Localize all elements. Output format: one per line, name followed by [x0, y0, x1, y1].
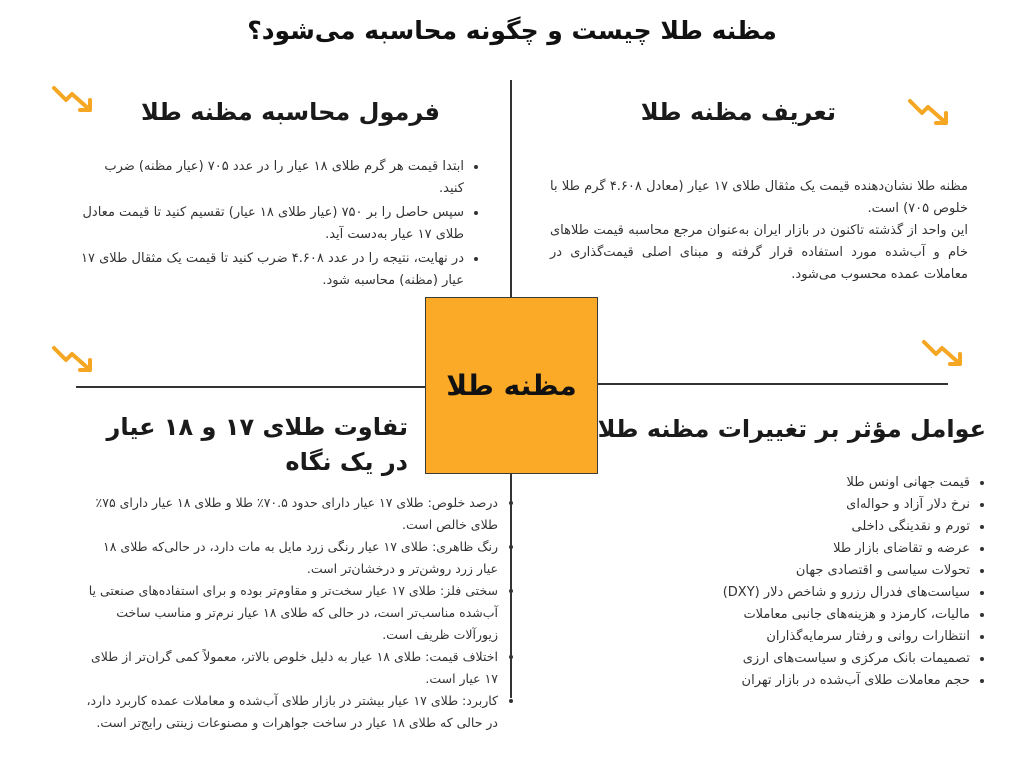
- list-item: • تورم و نقدینگی داخلی: [660, 516, 970, 538]
- page-title: مظنه طلا چیست و چگونه محاسبه می‌شود؟: [247, 16, 777, 45]
- center-box: [425, 297, 598, 474]
- list-item: • نرخ دلار آزاد و حواله‌ای: [660, 494, 970, 516]
- list-item: • عرضه و تقاضای بازار طلا: [660, 538, 970, 560]
- list-item: • تحولات سیاسی و اقتصادی جهان: [660, 560, 970, 582]
- list-item: • قیمت جهانی اونس طلا: [660, 472, 970, 494]
- list-item: • مالیات، کارمزد و هزینه‌های جانبی معاملات: [660, 604, 970, 626]
- definition-text: [550, 176, 968, 286]
- definition-paragraph: این واحد از گذشته تاکنون در بازار ایران به‌عنوان مرجع محاسبه قیمت طلاهای خام و آب‌شده مورد استفاده قرار گرفته و مبنای اصلی قیمت‌گذاری در معاملات عمده محسوب می‌شود.: [550, 223, 968, 282]
- horizontal-divider-left: [76, 386, 428, 388]
- horizontal-divider-right: [598, 383, 948, 385]
- definition-paragraph: مظنه طلا نشان‌دهنده قیمت یک مثقال طلای ۱۷ عیار (معادل ۴.۶۰۸ گرم طلا با خلوص ۷۰۵) است.: [550, 179, 969, 216]
- factors-list: [660, 472, 986, 692]
- trend-down-arrow-icon: [50, 82, 102, 116]
- list-item: • درصد خلوص: طلای ۱۷ عیار دارای حدود ۷۰.۵٪ طلا و طلای ۱۸ عیار دارای ۷۵٪ طلای خالص است.: [82, 492, 498, 536]
- list-item: • اختلاف قیمت: طلای ۱۸ عیار به دلیل خلوص بالاتر، معمولاً کمی گران‌تر از طلای ۱۷ عیار است.: [82, 646, 498, 690]
- formula-list: [78, 156, 480, 294]
- difference-list: [82, 492, 514, 734]
- list-item: • ابتدا قیمت هر گرم طلای ۱۸ عیار را در عدد ۷۰۵ (عیار مظنه) ضرب کنید.: [78, 156, 464, 200]
- center-label: مظنه طلا: [446, 369, 577, 402]
- definition-heading: تعریف مظنه طلا: [640, 98, 836, 126]
- list-item: • رنگ ظاهری: طلای ۱۷ عیار رنگی زرد مایل به مات دارد، در حالی‌که طلای ۱۸ عیار زرد روشن‌تر و درخشان‌تر است.: [82, 536, 498, 580]
- difference-heading: تفاوت طلای ۱۷ و ۱۸ عیار در یک نگاه: [106, 413, 408, 476]
- list-item: • حجم معاملات طلای آب‌شده در بازار تهران: [660, 670, 970, 692]
- list-item: • انتظارات روانی و رفتار سرمایه‌گذاران: [660, 626, 970, 648]
- list-item: • تصمیمات بانک مرکزی و سیاست‌های ارزی: [660, 648, 970, 670]
- formula-heading: فرمول محاسبه مظنه طلا: [141, 98, 440, 126]
- list-item: • کاربرد: طلای ۱۷ عیار بیشتر در بازار طلای آب‌شده و معاملات عمده کاربرد دارد، در حالی که طلای ۱۸ عیار در ساخت جواهرات و مصنوعات زینتی رایج‌تر است.: [82, 690, 498, 734]
- list-item: • در نهایت، نتیجه را در عدد ۴.۶۰۸ ضرب کنید تا قیمت یک مثقال طلای ۱۷ عیار (مظنه) محاسبه شود.: [78, 248, 464, 292]
- trend-down-arrow-icon: [920, 336, 972, 370]
- trend-down-arrow-icon: [906, 95, 958, 129]
- trend-down-arrow-icon: [50, 342, 102, 376]
- list-item: • سختی فلز: طلای ۱۷ عیار سخت‌تر و مقاوم‌تر بوده و برای استفاده‌های صنعتی یا آب‌شده مناسب‌تر است، در حالی که طلای ۱۸ عیار نرم‌تر و مناسب ساخت زیورآلات ظریف است.: [82, 580, 498, 646]
- list-item: • سپس حاصل را بر ۷۵۰ (عیار طلای ۱۸ عیار) تقسیم کنید تا قیمت معادل طلای ۱۷ عیار به‌دست آید.: [78, 202, 464, 246]
- list-item: • سیاست‌های فدرال رزرو و شاخص دلار (DXY): [660, 582, 970, 604]
- factors-heading: عوامل مؤثر بر تغییرات مظنه طلا: [597, 415, 986, 443]
